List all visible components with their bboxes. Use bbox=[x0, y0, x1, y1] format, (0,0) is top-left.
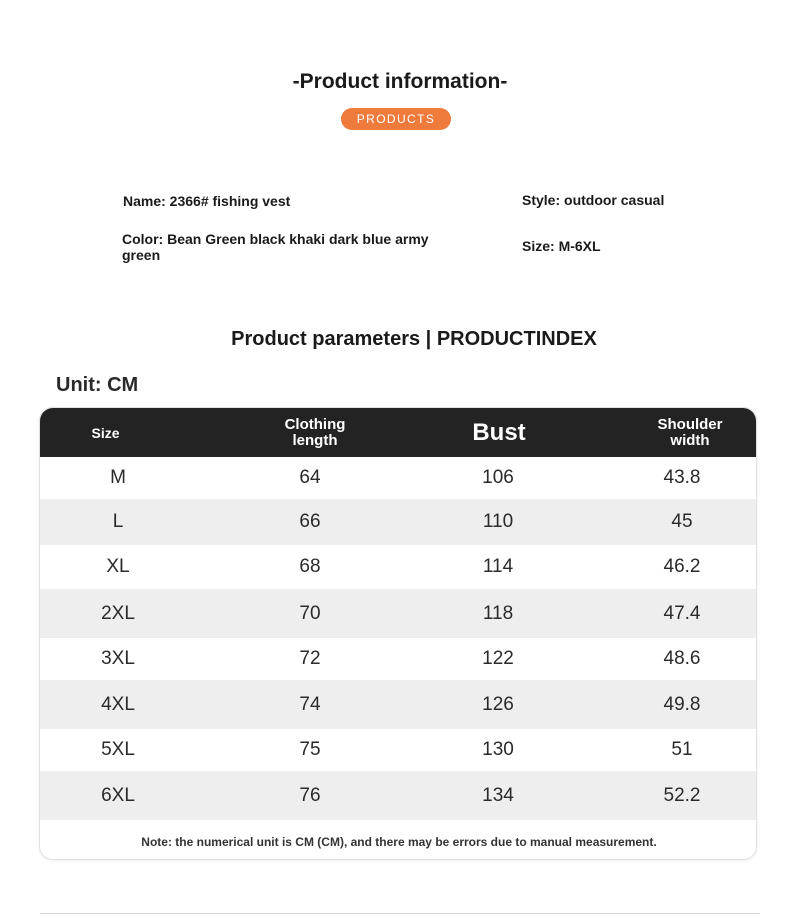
cell-size: 6XL bbox=[101, 784, 135, 806]
cell-length: 76 bbox=[299, 784, 321, 806]
cell-shoulder: 46.2 bbox=[663, 556, 701, 577]
cell-length: 66 bbox=[299, 511, 321, 532]
cell-bust: 122 bbox=[482, 648, 514, 669]
cell-shoulder: 48.6 bbox=[663, 648, 701, 669]
table-header bbox=[40, 408, 757, 457]
cell-shoulder: 43.8 bbox=[663, 467, 701, 488]
table-row bbox=[40, 457, 757, 499]
cell-bust: 114 bbox=[482, 556, 514, 577]
table-row bbox=[40, 545, 757, 589]
table-row bbox=[40, 589, 757, 638]
cell-size: M bbox=[110, 467, 126, 488]
cell-length: 64 bbox=[299, 467, 321, 488]
table-row bbox=[40, 771, 757, 820]
cell-size: 5XL bbox=[101, 739, 135, 760]
info-size: Size: M-6XL bbox=[522, 238, 601, 254]
header-clothing-length: Clothing length bbox=[284, 415, 346, 449]
info-name: Name: 2366# fishing vest bbox=[123, 193, 291, 209]
divider bbox=[40, 913, 760, 914]
cell-length: 74 bbox=[299, 693, 321, 715]
cell-shoulder: 47.4 bbox=[663, 602, 701, 624]
cell-length: 75 bbox=[299, 739, 321, 760]
cell-bust: 126 bbox=[482, 693, 514, 715]
unit-label: Unit: CM bbox=[56, 374, 139, 396]
cell-shoulder: 45 bbox=[671, 511, 693, 532]
measurement-note: Note: the numerical unit is CM (CM), and there may be errors due to manual measurement. bbox=[141, 835, 657, 849]
header-bust: Bust bbox=[472, 418, 526, 446]
table-row bbox=[40, 499, 757, 545]
table-row bbox=[40, 638, 757, 680]
page-title: -Product information- bbox=[292, 70, 508, 93]
cell-shoulder: 52.2 bbox=[663, 784, 701, 806]
cell-size: 3XL bbox=[101, 648, 135, 669]
cell-shoulder: 51 bbox=[671, 739, 693, 760]
cell-bust: 106 bbox=[482, 467, 514, 488]
header-size: Size bbox=[91, 424, 120, 441]
info-style: Style: outdoor casual bbox=[522, 192, 665, 208]
cell-bust: 130 bbox=[482, 739, 514, 760]
cell-length: 68 bbox=[299, 556, 321, 577]
cell-size: L bbox=[112, 511, 124, 532]
cell-size: 4XL bbox=[101, 693, 135, 715]
cell-bust: 110 bbox=[482, 511, 514, 532]
cell-length: 72 bbox=[299, 648, 321, 669]
products-badge: PRODUCTS bbox=[341, 108, 451, 130]
cell-length: 70 bbox=[299, 602, 321, 624]
cell-shoulder: 49.8 bbox=[663, 693, 701, 715]
cell-size: 2XL bbox=[101, 602, 135, 624]
info-color: Color: Bean Green black khaki dark blue army green bbox=[122, 231, 429, 263]
table-row bbox=[40, 680, 757, 729]
header-shoulder-width: Shoulder width bbox=[657, 415, 723, 449]
cell-bust: 134 bbox=[482, 784, 514, 806]
cell-bust: 118 bbox=[482, 602, 514, 624]
table-row bbox=[40, 729, 757, 771]
size-table bbox=[39, 407, 757, 860]
parameters-title: Product parameters | PRODUCTINDEX bbox=[231, 328, 597, 350]
cell-size: XL bbox=[106, 556, 130, 577]
